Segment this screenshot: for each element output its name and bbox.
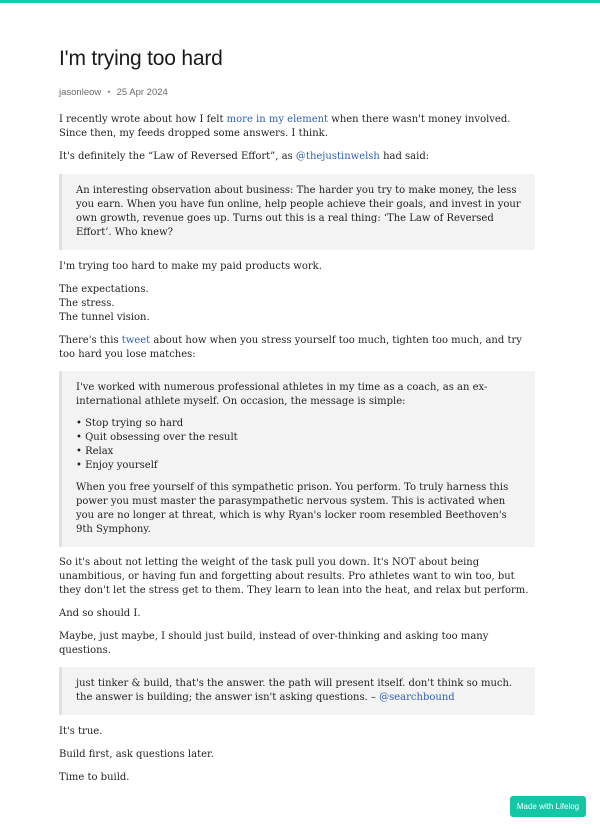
text: had said:	[379, 151, 430, 162]
paragraph-time-to-build: Time to build.	[59, 772, 130, 783]
link-tweet[interactable]: tweet	[121, 335, 151, 346]
text: when there wasn't money involved. Since then, my feeds dropped some answers. I think.	[59, 114, 511, 139]
article	[59, 0, 535, 785]
list-item: • Relax	[76, 446, 114, 457]
paragraph-intro	[59, 113, 535, 141]
quote-text: An interesting observation about business: The harder you try to make money, the less you earn. When you have fun online, help people achieve their goals, and invest in your own growth, revenue goes up. Turns out this is a real thing: ‘The Law of Reversed Effort’. Who knew?	[76, 185, 521, 238]
quote-outro: When you free yourself of this sympathetic prison. You perform. To truly harness this power you must master the parasympathetic nervous system. This is activated when you are no longer at threat, which is why Ryan's locker room resembled Beethoven's 9th Symphony.	[76, 482, 509, 535]
post-date: 25 Apr 2024	[116, 87, 168, 98]
paragraph-weight: So it's about not letting the weight of the task pull you down. It's NOT about being unambitious, or having fun and forgetting about results. Pro athletes want to win too, but they don't let the stress get to them. They learn to lean into the heat, and relax but perform.	[59, 557, 529, 596]
text: I recently wrote about how I felt	[59, 114, 227, 125]
link-searchbound[interactable]: @searchbound	[379, 692, 455, 703]
list-item: • Stop trying so hard	[76, 418, 184, 429]
text: It's definitely the “Law of Reversed Effort”, as	[59, 151, 296, 162]
quote-list	[76, 417, 523, 473]
text: There's this	[59, 335, 122, 346]
paragraph-tweet	[59, 334, 535, 362]
blockquote-athletes	[59, 371, 535, 547]
post-meta	[59, 86, 535, 100]
paragraph-law	[59, 150, 535, 164]
paragraph-maybe: Maybe, just maybe, I should just build, instead of over-thinking and asking too many questions.	[59, 631, 489, 656]
page-title: I'm trying too hard	[59, 47, 223, 70]
list-item: • Quit obsessing over the result	[76, 432, 238, 443]
quote-intro: I've worked with numerous professional athletes in my time as a coach, as an ex-international athlete myself. On occasion, the message is simple:	[76, 382, 488, 407]
list-item: • Enjoy yourself	[76, 460, 158, 471]
made-with-lifelog-button[interactable]: Made with Lifelog	[510, 796, 586, 817]
link-more-in-my-element[interactable]: more in my element	[226, 114, 329, 125]
text: about how when you stress yourself too much, tighten too much, and try too hard you lose matches:	[59, 335, 522, 360]
link-thejustinwelsh[interactable]: @thejustinwelsh	[295, 151, 380, 162]
line: The tunnel vision.	[59, 312, 150, 323]
line: The stress.	[59, 298, 115, 309]
meta-separator: •	[107, 87, 111, 98]
paragraph-build-first: Build first, ask questions later.	[59, 749, 214, 760]
paragraph-trying: I'm trying too hard to make my paid products work.	[59, 261, 322, 272]
blockquote-tinker	[59, 667, 535, 715]
paragraph-true: It's true.	[59, 726, 103, 737]
quote-text: just tinker & build, that's the answer. the path will present itself. don't think so much. the answer is building; the answer isn't asking questions. –	[76, 678, 513, 703]
blockquote-law	[59, 174, 535, 250]
author-name[interactable]: jasonleow	[59, 87, 102, 98]
paragraph-so-should-i: And so should I.	[59, 608, 141, 619]
line: The expectations.	[59, 284, 149, 295]
paragraph-lines	[59, 283, 535, 325]
